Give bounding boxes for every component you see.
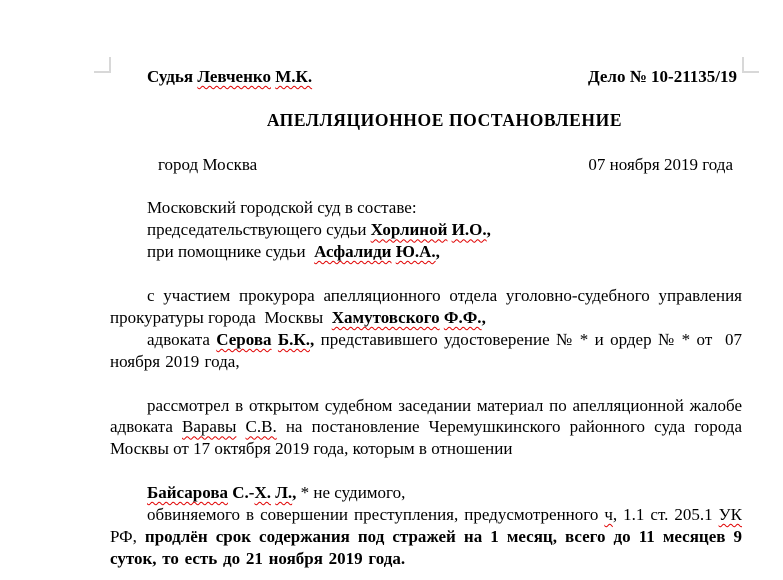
blank-line — [110, 176, 742, 198]
comma: , — [481, 307, 486, 327]
comma: , — [486, 220, 491, 240]
prosecutor-initials: Ф.Ф. — [443, 307, 482, 327]
advocate-initials: Б.К. — [277, 329, 310, 349]
paragraph-court-composition: Московский городской суд в составе: — [147, 198, 417, 218]
blank-line — [110, 132, 742, 154]
presiding-judge-initials: И.О. — [451, 220, 487, 240]
text-boundary-mark-top-right — [742, 57, 759, 73]
comma: , — [435, 242, 440, 262]
criminal-code-rf: РФ, — [110, 505, 748, 546]
comma: , — [292, 483, 297, 503]
date: 07 ноября 2019 года — [588, 154, 733, 174]
judge-line — [110, 66, 312, 88]
place-date-line — [110, 154, 742, 176]
comma: , — [310, 329, 315, 349]
paragraph-prosecutor — [110, 285, 747, 329]
defendant-initial-1: С.- — [228, 483, 255, 503]
defendant-status: * не судимого, — [296, 483, 406, 503]
judge-initials: М.К. — [275, 67, 313, 86]
appellant-initials: С.В. — [245, 417, 277, 437]
advocate-surname: Серова — [216, 329, 272, 349]
advocate-credentials: представившего удостоверение № * и ордер № * от 07 ноября 2019 года, — [110, 329, 748, 371]
case-review-continuation: на постановление Черемушкинского районного суда города Москвы от 17 октября 2019 года, которым в отношении — [110, 417, 747, 459]
document-title: АПЕЛЛЯЦИОННОЕ ПОСТАНОВЛЕНИЕ — [266, 109, 623, 130]
document-body — [110, 66, 748, 570]
blank-line — [110, 88, 742, 110]
space — [236, 417, 245, 436]
assistant-initials: Ю.А. — [395, 242, 436, 262]
paragraph-defendant — [110, 482, 742, 504]
blank-line — [110, 460, 742, 482]
prosecutor-surname: Хамутовского — [331, 307, 440, 327]
blank-line — [110, 373, 742, 395]
appellant-surname: Варавы — [182, 417, 237, 437]
city: город Москва — [158, 154, 258, 174]
header-line — [110, 66, 742, 88]
advocate-label: адвоката — [147, 329, 217, 349]
paragraph-presiding-judge — [110, 219, 742, 241]
paragraph-advocate — [110, 329, 748, 373]
assistant-label: при помощнике судьи — [147, 242, 315, 262]
criminal-code-abbrev: УК — [718, 505, 742, 525]
text-boundary-mark-top-left — [94, 57, 111, 73]
judge-label: Судья — [147, 67, 198, 86]
charge-article: , 1.1 ст. 205.1 — [612, 505, 719, 525]
paragraph-ruling — [110, 504, 748, 570]
case-number: Дело № 10-21135/19 — [587, 67, 737, 86]
blank-line — [110, 263, 742, 285]
assistant-surname: Асфалиди — [314, 242, 392, 262]
presiding-judge-label: председательствующего судьи — [147, 220, 371, 240]
defendant-initial-3: Л. — [275, 483, 293, 503]
charge-text: обвиняемого в совершении преступления, предусмотренного — [147, 505, 605, 525]
presiding-judge-surname: Хорлиной — [370, 220, 448, 240]
prosecutor-text: с участием прокурора апелляционного отдела уголовно-судебного управления прокуратуры города Москвы — [110, 286, 747, 327]
paragraph-judge-assistant — [110, 241, 742, 263]
judge-surname: Левченко — [197, 67, 271, 86]
defendant-initial-2: Х. — [254, 483, 271, 503]
defendant-surname: Байсарова — [147, 483, 228, 503]
paragraph-case-review — [110, 395, 747, 461]
charge-part-abbrev: ч — [604, 505, 613, 525]
ruling-decision: продлён срок содержания под стражей на 1 месяц, всего до 11 месяцев 9 суток, то есть до 21 ноября 2019 года. — [110, 526, 748, 568]
case-review-text: рассмотрел в открытом судебном заседании материал по апелляционной жалобе адвоката — [110, 395, 747, 437]
